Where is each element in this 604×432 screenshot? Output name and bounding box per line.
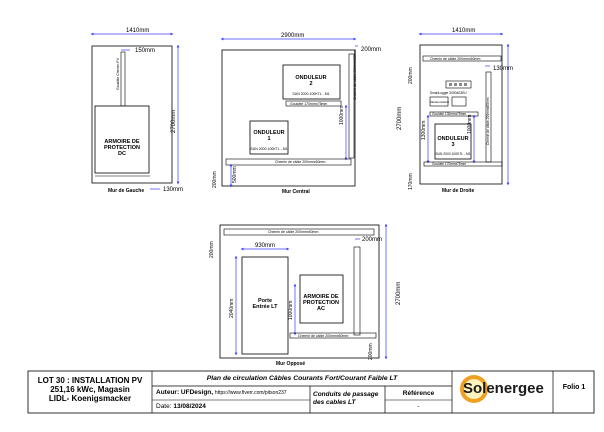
dim-gauche-offset-text: 150mm [135,48,156,54]
caption-mur-gauche: Mur de Gauche [108,188,145,194]
central-cable-top-label: Chemin de câble 200mmx60mm [353,49,357,100]
smartlogger-port2 [454,83,457,86]
wall-central [212,33,381,195]
caption-mur-oppose: Mur Opposé [276,361,306,367]
project-line3: LIDL- Koenigsmacker [48,394,132,403]
onduleur2-model: SUN 2000 100KTL - M1 [292,92,330,96]
date-row [156,403,206,410]
armoire-dc-line1: ARMOIRE DE [104,139,140,145]
droite-cable-top-label: Chemin de câble 200mmx60mm [430,57,481,61]
sensor-label: Modem/switch [430,100,450,104]
wall-droite [397,28,513,194]
plan-title: Plan de circulation Câbles Courants Fort/Courant Faible LT [206,375,398,382]
project-info [30,376,150,403]
reference-value: - [417,403,420,410]
dim-central-h500-text: 500mm [232,166,238,183]
description [313,391,383,407]
dim-oppose-left-text: 200mm [209,241,215,258]
dim-droite-width-text: 1410mm [452,28,476,34]
door-line2: Entrée LT [252,304,278,310]
dim-central-left-text: 200mm [212,171,218,188]
duct-gauche-label: Goulotte Chemin PV [116,58,120,90]
author-label: Auteur: [156,389,180,396]
sensor-box-2 [452,97,466,106]
oppose-cable-bottom-label: Chemin de câble 200mmx60mm [298,334,349,338]
smartlogger-port3 [459,83,462,86]
door-line1: Porte [257,298,273,304]
project-line1: LOT 30 : INSTALLATION PV [37,376,143,385]
company-logo: Solenergee [463,380,544,397]
dim-oppose-top-text: 200mm [362,237,383,243]
date-label: Date: [156,403,172,410]
dim-oppose-h2040-text: 2040mm [229,298,235,318]
dim-droite-h1000-text: 1000mm [467,114,473,134]
project-line2: 251,16 kWc, Magasin [50,385,130,394]
armoire-dc-line2: PROTECTION [103,145,141,151]
armoire-ac-line2: PROTECTION [302,300,340,306]
onduleur2-line2: 2 [309,81,313,87]
dim-droite-bottom-text: 170mm [408,173,414,190]
dim-droite-top-text: 130mm [493,66,514,72]
dim-gauche-bottom-text: 130mm [163,187,184,193]
onduleur3-line2: 3 [451,142,455,148]
date-value: 13/08/2024 [173,403,206,410]
wall-gauche [92,28,183,194]
dim-droite-left200-text: 200mm [408,67,414,84]
dim-oppose-door-width-text: 930mm [255,243,276,249]
dim-droite-height-text: 2700mm [397,106,403,130]
caption-mur-central: Mur Central [282,189,310,195]
smartlogger-port1 [449,83,452,86]
duct-gauche [121,52,125,106]
dim-oppose-height-text: 2700mm [396,281,402,305]
onduleur1-model: SUN 2000 100KTL - M1 [250,147,288,151]
onduleur1-line2: 1 [267,136,271,142]
central-cable-bottom-label: Chemin de câble 200mmx60mm [275,160,326,164]
smartlogger-port4 [464,83,467,86]
onduleur2-line1: ONDULEUR [295,75,327,81]
droite-cable-right-label: Chemin de câble 200mmx60mm [486,97,490,145]
armoire-ac-line1: ARMOIRE DE [303,294,339,300]
dim-droite-h1300-text: 1300mm [421,120,427,140]
dim-gauche-width-text: 1410mm [126,28,150,34]
dim-gauche-height-text: 2700mm [171,109,177,133]
onduleur3-model: SUN 2000 100KTL - M1 [435,152,471,156]
droite-goulotte2-label: Goulotte 170mmx75mm [432,162,467,166]
dim-oppose-h1000-text: 1000mm [288,300,294,320]
armoire-ac-line3: AC [317,306,325,312]
folio: Folio 1 [562,384,586,391]
oppose-cable-vertical [354,247,360,335]
wall-oppose [209,225,402,367]
droite-goulotte1-label: Goulotte 130mmx75mm [432,112,467,116]
author-value: UFDesign, [180,389,214,396]
author-url: https://www.fiverr.com/pitson237 [214,390,287,396]
desc-line1: Conduits de passage [313,391,379,398]
onduleur3-line1: ONDULEUR [437,136,469,142]
onduleur1-line1: ONDULEUR [253,130,285,136]
caption-mur-droite: Mur de Droite [442,188,475,194]
central-goulotte-label: Goulotte 170mmx75mm [290,102,328,106]
armoire-dc-line3: DC [118,151,126,157]
dim-central-width-text: 2900mm [281,33,305,39]
smartlogger-label: SmartLogger 3000A03EU [430,91,467,95]
dim-oppose-bottom-text: 200mm [368,343,374,360]
reference-label: Référence [402,390,435,397]
dim-central-h1000-text: 1000mm [339,105,345,125]
desc-line2: des cables LT [313,399,356,406]
oppose-cable-top-label: Chemin de câble 200mmx60mm [268,230,319,234]
author-row [156,389,287,396]
dim-central-right-text: 200mm [361,47,382,53]
